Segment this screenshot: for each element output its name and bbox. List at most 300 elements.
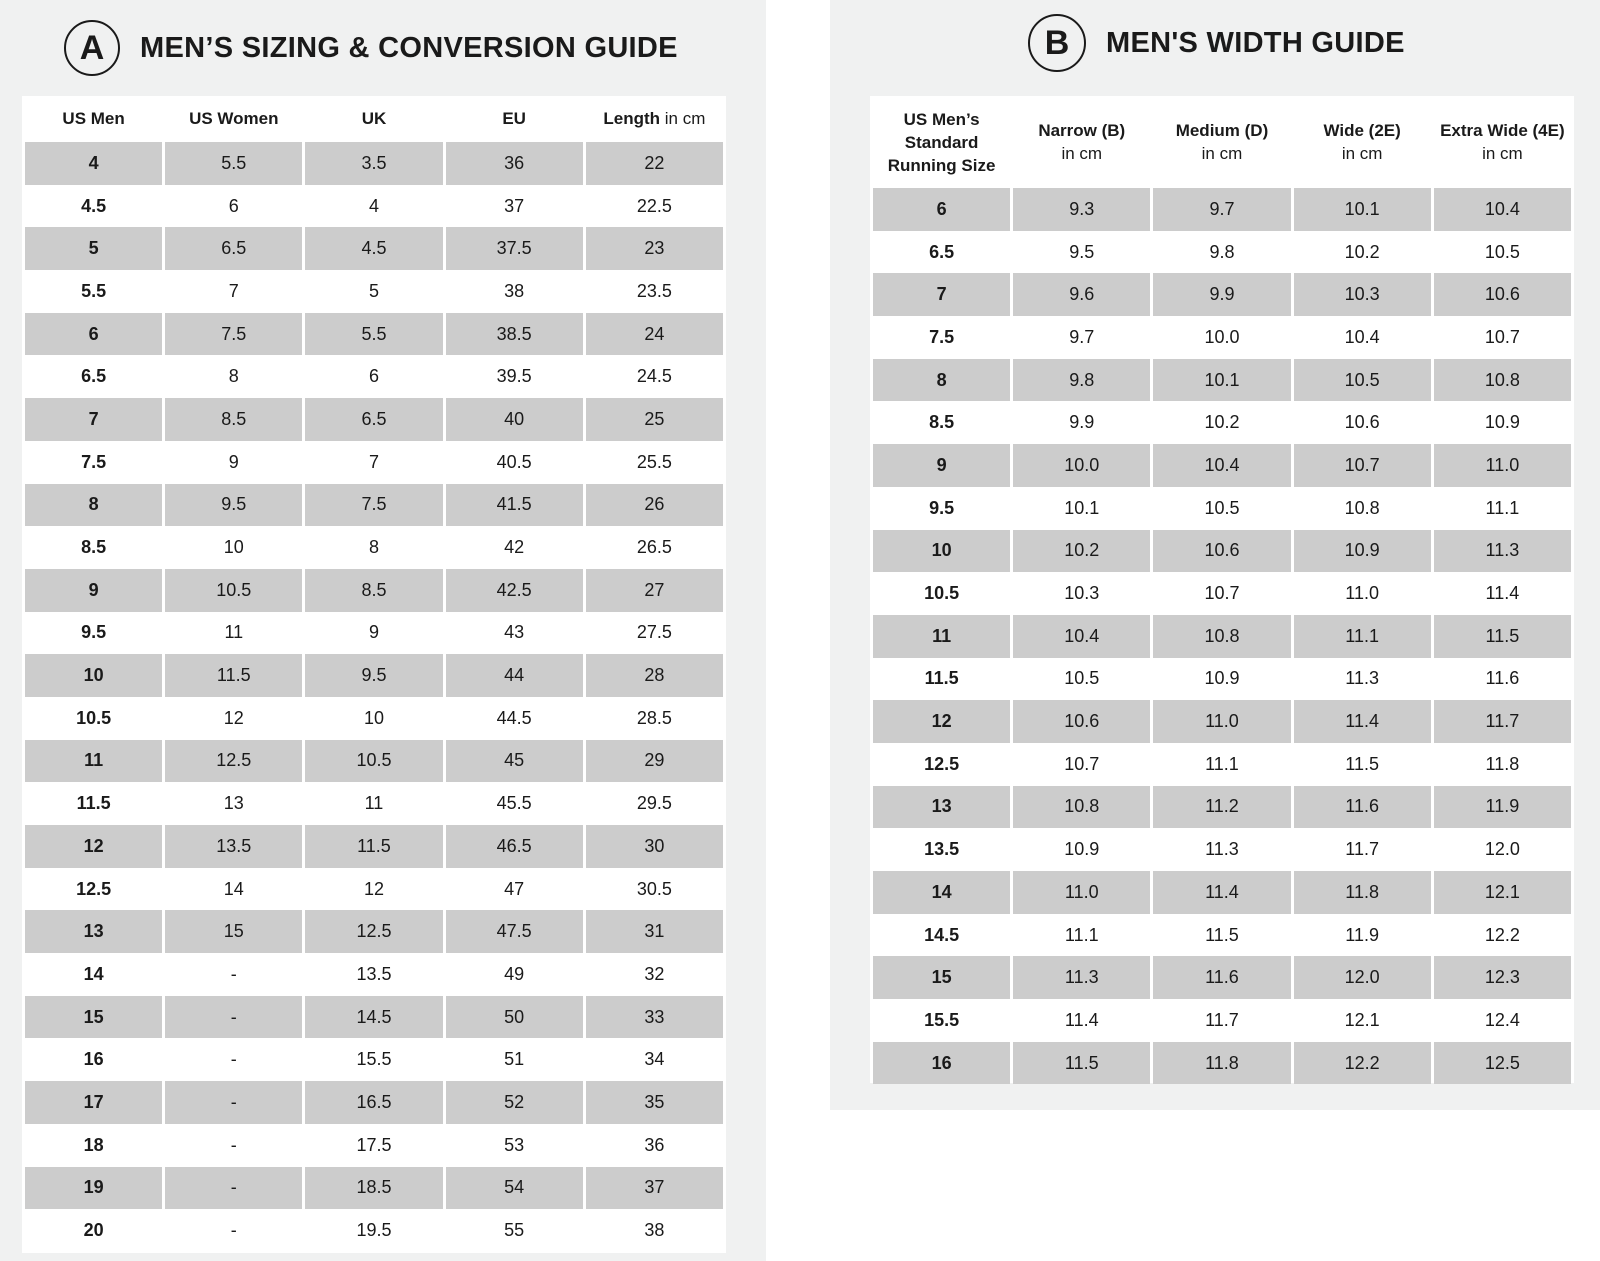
table-cell: 10.8 bbox=[1344, 497, 1380, 518]
sizing-table-header bbox=[25, 96, 723, 142]
table-cell: 10 bbox=[873, 530, 1010, 573]
table-cell: 45 bbox=[446, 740, 583, 783]
table-cell: 6.5 bbox=[305, 398, 442, 441]
narrow-label: Narrow (B) bbox=[1038, 121, 1126, 140]
table-cell: 39.5 bbox=[496, 366, 532, 387]
table-row bbox=[25, 355, 723, 398]
table-cell: 9 bbox=[25, 569, 162, 612]
table-cell: 11 bbox=[364, 793, 384, 814]
table-cell: 6 bbox=[228, 195, 239, 216]
table-row bbox=[873, 572, 1571, 615]
table-row bbox=[25, 441, 723, 484]
table-cell: 47 bbox=[504, 878, 525, 899]
table-cell: 46.5 bbox=[446, 825, 583, 868]
col-header-length bbox=[586, 96, 723, 142]
size-header-line-1: US Men’s bbox=[903, 109, 980, 129]
table-cell: 50 bbox=[446, 996, 583, 1039]
table-cell: 10.5 bbox=[924, 583, 960, 604]
table-cell: 9.3 bbox=[1013, 188, 1150, 231]
table-cell: 32 bbox=[644, 963, 665, 984]
table-cell: 13 bbox=[223, 793, 244, 814]
table-cell: 10.5 bbox=[1064, 668, 1100, 689]
table-cell: 10.6 bbox=[1153, 530, 1290, 573]
table-cell: 9.5 bbox=[929, 497, 955, 518]
table-cell: 9 bbox=[228, 451, 239, 472]
table-cell: 45.5 bbox=[496, 793, 532, 814]
table-cell: 9.7 bbox=[1153, 188, 1290, 231]
table-cell: 14 bbox=[83, 963, 104, 984]
table-cell: 11.4 bbox=[1294, 700, 1431, 743]
table-row bbox=[25, 1209, 723, 1252]
table-row bbox=[873, 359, 1571, 402]
table-cell: - bbox=[230, 963, 237, 984]
table-cell: 8.5 bbox=[929, 412, 955, 433]
table-cell: 14 bbox=[223, 878, 244, 899]
wide-unit: in cm bbox=[1341, 144, 1383, 163]
table-cell: 29 bbox=[586, 740, 723, 783]
table-cell: 10.2 bbox=[1344, 241, 1380, 262]
table-row bbox=[25, 526, 723, 569]
table-cell: 37 bbox=[504, 195, 525, 216]
col-header-eu: EU bbox=[502, 109, 526, 128]
length-label: Length bbox=[603, 109, 661, 128]
table-cell: 5 bbox=[25, 227, 162, 270]
table-cell: 15 bbox=[25, 996, 162, 1039]
table-cell: 11.5 bbox=[76, 793, 111, 814]
table-row bbox=[25, 782, 723, 825]
table-row bbox=[873, 828, 1571, 871]
table-cell: 15 bbox=[873, 956, 1010, 999]
table-cell: 37.5 bbox=[446, 227, 583, 270]
table-row bbox=[873, 871, 1571, 914]
table-cell: 10.6 bbox=[1434, 273, 1571, 316]
col-header-us-women: US Women bbox=[189, 109, 279, 128]
table-cell: 33 bbox=[586, 996, 723, 1039]
table-cell: 11.7 bbox=[1434, 700, 1571, 743]
table-cell: 22 bbox=[586, 142, 723, 185]
table-cell: 12 bbox=[873, 700, 1010, 743]
table-cell: 3.5 bbox=[305, 142, 442, 185]
wide-label: Wide (2E) bbox=[1323, 121, 1401, 140]
table-cell: 40.5 bbox=[496, 451, 532, 472]
medium-label: Medium (D) bbox=[1175, 121, 1269, 140]
table-row bbox=[25, 569, 723, 612]
table-cell: 42 bbox=[504, 537, 525, 558]
table-cell: 10.9 bbox=[1204, 668, 1240, 689]
table-cell: 12 bbox=[223, 707, 244, 728]
table-cell: 10.4 bbox=[1344, 326, 1380, 347]
table-row bbox=[873, 999, 1571, 1042]
table-cell: 11.3 bbox=[1345, 668, 1379, 689]
table-cell: 24.5 bbox=[636, 366, 672, 387]
table-cell: 9.5 bbox=[81, 622, 107, 643]
table-row bbox=[25, 697, 723, 740]
table-cell: 12.5 bbox=[165, 740, 302, 783]
width-guide-title bbox=[1028, 14, 1405, 72]
table-row bbox=[25, 740, 723, 783]
table-cell: 14.5 bbox=[924, 924, 960, 945]
table-cell: 18.5 bbox=[305, 1167, 442, 1210]
table-cell: 5.5 bbox=[305, 313, 442, 356]
table-cell: 12.5 bbox=[305, 910, 442, 953]
table-cell: 8.5 bbox=[165, 398, 302, 441]
table-cell: 47.5 bbox=[446, 910, 583, 953]
table-cell: 10.4 bbox=[1013, 615, 1150, 658]
table-cell: 10.3 bbox=[1064, 583, 1100, 604]
table-cell: 26.5 bbox=[636, 537, 672, 558]
table-row bbox=[25, 484, 723, 527]
table-cell: 23 bbox=[586, 227, 723, 270]
table-cell: 10.6 bbox=[1344, 412, 1380, 433]
table-cell: 15.5 bbox=[356, 1049, 392, 1070]
table-cell: 7 bbox=[228, 280, 239, 301]
table-cell: 11.5 bbox=[1434, 615, 1571, 658]
table-cell: 11.4 bbox=[1064, 1009, 1099, 1030]
table-cell: - bbox=[165, 1167, 302, 1210]
table-row bbox=[25, 142, 723, 185]
table-cell: 40 bbox=[446, 398, 583, 441]
table-cell: 10.7 bbox=[1484, 326, 1520, 347]
table-cell: 12 bbox=[25, 825, 162, 868]
col-header-wide bbox=[1294, 96, 1431, 188]
table-row bbox=[873, 316, 1571, 359]
table-cell: 9.9 bbox=[1153, 273, 1290, 316]
table-cell: 11.8 bbox=[1294, 871, 1431, 914]
table-cell: 7 bbox=[873, 273, 1010, 316]
table-row bbox=[25, 1167, 723, 1210]
table-row bbox=[25, 910, 723, 953]
table-cell: 10 bbox=[25, 654, 162, 697]
table-row bbox=[25, 185, 723, 228]
table-cell: 11.1 bbox=[1205, 753, 1239, 774]
table-cell: 38 bbox=[644, 1220, 665, 1241]
length-unit: in cm bbox=[664, 109, 706, 128]
medium-unit: in cm bbox=[1201, 144, 1243, 163]
table-cell: 16.5 bbox=[305, 1081, 442, 1124]
table-cell: 6 bbox=[368, 366, 379, 387]
table-cell: 18 bbox=[83, 1134, 104, 1155]
table-cell: 9.8 bbox=[1209, 241, 1235, 262]
table-cell: 11.7 bbox=[1345, 839, 1379, 860]
col-header-us-men: US Men bbox=[62, 109, 125, 128]
table-cell: 27 bbox=[586, 569, 723, 612]
table-cell: 11.5 bbox=[924, 668, 959, 689]
table-cell: 10.0 bbox=[1204, 326, 1240, 347]
sizing-guide-title bbox=[64, 20, 678, 76]
table-cell: 10.6 bbox=[1013, 700, 1150, 743]
table-cell: 11.5 bbox=[1013, 1042, 1150, 1085]
table-cell: 13.5 bbox=[924, 839, 960, 860]
table-cell: 29.5 bbox=[636, 793, 672, 814]
table-cell: 30.5 bbox=[636, 878, 672, 899]
section-a-badge: A bbox=[64, 20, 120, 76]
table-cell: 34 bbox=[644, 1049, 665, 1070]
table-cell: 10.2 bbox=[1204, 412, 1240, 433]
table-cell: 11.0 bbox=[1434, 444, 1571, 487]
table-cell: 9.6 bbox=[1013, 273, 1150, 316]
table-cell: 4.5 bbox=[305, 227, 442, 270]
table-cell: 9.5 bbox=[305, 654, 442, 697]
table-row bbox=[25, 612, 723, 655]
table-cell: 11.5 bbox=[1205, 924, 1239, 945]
table-row bbox=[25, 825, 723, 868]
table-cell: 8 bbox=[873, 359, 1010, 402]
table-cell: 11.0 bbox=[1345, 583, 1379, 604]
table-cell: 10.9 bbox=[1294, 530, 1431, 573]
table-cell: 8 bbox=[25, 484, 162, 527]
table-cell: - bbox=[230, 1220, 237, 1241]
table-cell: 38.5 bbox=[446, 313, 583, 356]
table-cell: 10.7 bbox=[1294, 444, 1431, 487]
extra-wide-unit: in cm bbox=[1482, 144, 1523, 163]
table-row bbox=[873, 615, 1571, 658]
table-cell: 11 bbox=[224, 622, 244, 643]
table-row bbox=[873, 444, 1571, 487]
table-row bbox=[873, 700, 1571, 743]
table-cell: 12.3 bbox=[1434, 956, 1571, 999]
table-cell: 11.1 bbox=[1064, 924, 1099, 945]
table-cell: 10.8 bbox=[1013, 786, 1150, 829]
table-cell: 10 bbox=[363, 707, 384, 728]
table-row bbox=[25, 868, 723, 911]
table-cell: 36 bbox=[644, 1134, 665, 1155]
table-cell: 10.5 bbox=[76, 707, 112, 728]
table-cell: 44 bbox=[446, 654, 583, 697]
table-cell: 6 bbox=[873, 188, 1010, 231]
table-cell: 5.5 bbox=[165, 142, 302, 185]
table-cell: 38 bbox=[504, 280, 525, 301]
width-table-header bbox=[873, 96, 1571, 188]
table-cell: 8.5 bbox=[305, 569, 442, 612]
table-cell: 13 bbox=[25, 910, 162, 953]
table-cell: 5.5 bbox=[81, 280, 107, 301]
table-cell: 5 bbox=[368, 280, 379, 301]
table-row bbox=[25, 227, 723, 270]
table-cell: 11.5 bbox=[1345, 753, 1379, 774]
table-cell: 15.5 bbox=[924, 1009, 960, 1030]
table-cell: 16 bbox=[873, 1042, 1010, 1085]
table-cell: 25 bbox=[586, 398, 723, 441]
table-cell: 11.3 bbox=[1205, 839, 1239, 860]
table-cell: 11.9 bbox=[1345, 924, 1379, 945]
table-cell: 13.5 bbox=[165, 825, 302, 868]
table-cell: 7.5 bbox=[929, 326, 955, 347]
table-cell: 12.1 bbox=[1344, 1009, 1380, 1030]
table-cell: 8 bbox=[228, 366, 239, 387]
table-row bbox=[25, 654, 723, 697]
table-row bbox=[873, 401, 1571, 444]
table-cell: - bbox=[230, 1134, 237, 1155]
sizing-conversion-table bbox=[22, 96, 726, 1253]
width-guide-table bbox=[870, 96, 1574, 1083]
table-cell: 12.4 bbox=[1484, 1009, 1520, 1030]
table-cell: 11.0 bbox=[1153, 700, 1290, 743]
table-cell: 9.8 bbox=[1013, 359, 1150, 402]
table-cell: 11.6 bbox=[1485, 668, 1520, 689]
table-cell: 37 bbox=[586, 1167, 723, 1210]
table-cell: 9.5 bbox=[165, 484, 302, 527]
table-cell: 8 bbox=[368, 537, 379, 558]
table-cell: 10.8 bbox=[1434, 359, 1571, 402]
table-cell: 10.1 bbox=[1064, 497, 1100, 518]
table-cell: 20 bbox=[83, 1220, 104, 1241]
table-cell: 52 bbox=[446, 1081, 583, 1124]
table-cell: 10.5 bbox=[165, 569, 302, 612]
table-cell: 12.5 bbox=[1434, 1042, 1571, 1085]
table-cell: 55 bbox=[504, 1220, 525, 1241]
table-cell: 19 bbox=[25, 1167, 162, 1210]
table-row bbox=[873, 956, 1571, 999]
table-cell: 9.7 bbox=[1069, 326, 1095, 347]
table-cell: 7.5 bbox=[81, 451, 107, 472]
table-cell: 36 bbox=[446, 142, 583, 185]
table-cell: 10.0 bbox=[1013, 444, 1150, 487]
extra-wide-label: Extra Wide (4E) bbox=[1440, 121, 1565, 140]
table-cell: 10.5 bbox=[1204, 497, 1240, 518]
table-cell: 17.5 bbox=[356, 1134, 392, 1155]
size-header-line-2: Standard bbox=[904, 132, 979, 152]
table-cell: 11.2 bbox=[1153, 786, 1290, 829]
sizing-guide-heading: MEN’S SIZING & CONVERSION GUIDE bbox=[140, 31, 678, 64]
table-row bbox=[873, 658, 1571, 701]
table-row bbox=[873, 231, 1571, 274]
table-cell: 11.1 bbox=[1294, 615, 1431, 658]
table-cell: 12.0 bbox=[1484, 839, 1520, 860]
table-cell: 4 bbox=[368, 195, 379, 216]
table-cell: 14.5 bbox=[305, 996, 442, 1039]
table-row bbox=[25, 996, 723, 1039]
table-cell: 6.5 bbox=[929, 241, 955, 262]
table-cell: 43 bbox=[504, 622, 525, 643]
table-cell: 11.8 bbox=[1485, 753, 1520, 774]
table-cell: 27.5 bbox=[636, 622, 672, 643]
col-header-running-size bbox=[873, 96, 1010, 188]
table-cell: 10.7 bbox=[1064, 753, 1100, 774]
table-row bbox=[25, 398, 723, 441]
table-cell: 7 bbox=[368, 451, 379, 472]
table-cell: 10.7 bbox=[1204, 583, 1240, 604]
table-row bbox=[25, 953, 723, 996]
table-row bbox=[873, 273, 1571, 316]
table-cell: 12.5 bbox=[76, 878, 112, 899]
table-cell: 15 bbox=[165, 910, 302, 953]
table-row bbox=[873, 1042, 1571, 1085]
table-cell: 9.9 bbox=[1069, 412, 1095, 433]
section-b-badge: B bbox=[1028, 14, 1086, 72]
table-cell: 10.5 bbox=[1294, 359, 1431, 402]
table-cell: 6.5 bbox=[165, 227, 302, 270]
table-cell: 28.5 bbox=[636, 707, 672, 728]
table-cell: 13 bbox=[873, 786, 1010, 829]
table-cell: 26 bbox=[586, 484, 723, 527]
table-row bbox=[873, 786, 1571, 829]
table-cell: 53 bbox=[504, 1134, 525, 1155]
table-cell: 4.5 bbox=[81, 195, 107, 216]
table-cell: 41.5 bbox=[446, 484, 583, 527]
table-cell: 10.4 bbox=[1434, 188, 1571, 231]
table-cell: 10.2 bbox=[1013, 530, 1150, 573]
table-cell: 12.2 bbox=[1484, 924, 1520, 945]
width-guide-heading: MEN'S WIDTH GUIDE bbox=[1106, 26, 1405, 59]
table-row bbox=[873, 914, 1571, 957]
table-cell: 7 bbox=[25, 398, 162, 441]
table-cell: 9 bbox=[873, 444, 1010, 487]
table-row bbox=[873, 188, 1571, 231]
table-cell: 4 bbox=[25, 142, 162, 185]
col-header-extra-wide bbox=[1434, 96, 1571, 188]
table-cell: 44.5 bbox=[496, 707, 532, 728]
table-cell: 9 bbox=[368, 622, 379, 643]
table-cell: 8.5 bbox=[81, 537, 107, 558]
table-cell: 10.9 bbox=[1064, 839, 1100, 860]
table-cell: 54 bbox=[446, 1167, 583, 1210]
table-cell: 11.3 bbox=[1013, 956, 1150, 999]
table-cell: 6.5 bbox=[81, 366, 107, 387]
table-cell: 31 bbox=[586, 910, 723, 953]
table-cell: 51 bbox=[504, 1049, 525, 1070]
table-cell: 30 bbox=[586, 825, 723, 868]
table-row bbox=[873, 530, 1571, 573]
table-cell: 11.6 bbox=[1294, 786, 1431, 829]
table-cell: 49 bbox=[504, 963, 525, 984]
table-cell: - bbox=[165, 1081, 302, 1124]
table-cell: 7.5 bbox=[305, 484, 442, 527]
table-row bbox=[873, 487, 1571, 530]
table-cell: 10.4 bbox=[1153, 444, 1290, 487]
table-cell: 25.5 bbox=[636, 451, 672, 472]
table-cell: 11.0 bbox=[1013, 871, 1150, 914]
table-cell: - bbox=[165, 996, 302, 1039]
table-cell: 23.5 bbox=[636, 280, 672, 301]
table-cell: 10 bbox=[223, 537, 244, 558]
table-cell: 13.5 bbox=[356, 963, 392, 984]
table-cell: 11 bbox=[25, 740, 162, 783]
table-cell: 7.5 bbox=[165, 313, 302, 356]
table-cell: 22.5 bbox=[636, 195, 672, 216]
table-cell: 16 bbox=[83, 1049, 104, 1070]
table-cell: 11.1 bbox=[1485, 497, 1520, 518]
table-cell: 14 bbox=[873, 871, 1010, 914]
col-header-uk: UK bbox=[361, 109, 387, 128]
table-cell: - bbox=[230, 1049, 237, 1070]
table-row bbox=[25, 313, 723, 356]
table-cell: 11.5 bbox=[305, 825, 442, 868]
table-cell: 24 bbox=[586, 313, 723, 356]
table-cell: 10.1 bbox=[1153, 359, 1290, 402]
narrow-unit: in cm bbox=[1061, 144, 1103, 163]
table-cell: 12.2 bbox=[1294, 1042, 1431, 1085]
table-row bbox=[25, 1124, 723, 1167]
table-row bbox=[873, 743, 1571, 786]
table-cell: 17 bbox=[25, 1081, 162, 1124]
table-cell: 11.5 bbox=[165, 654, 302, 697]
table-cell: 28 bbox=[586, 654, 723, 697]
table-cell: 42.5 bbox=[446, 569, 583, 612]
table-cell: 12 bbox=[363, 878, 384, 899]
col-header-narrow bbox=[1013, 96, 1150, 188]
table-cell: 19.5 bbox=[356, 1220, 392, 1241]
table-cell: 11.7 bbox=[1205, 1009, 1239, 1030]
table-cell: 11.3 bbox=[1434, 530, 1571, 573]
table-row bbox=[25, 1038, 723, 1081]
table-row bbox=[25, 1081, 723, 1124]
col-header-medium bbox=[1153, 96, 1290, 188]
table-cell: 10.5 bbox=[1484, 241, 1520, 262]
table-cell: 35 bbox=[586, 1081, 723, 1124]
table-cell: 11 bbox=[873, 615, 1010, 658]
table-cell: 6 bbox=[25, 313, 162, 356]
size-header-line-3: Running Size bbox=[887, 155, 996, 175]
